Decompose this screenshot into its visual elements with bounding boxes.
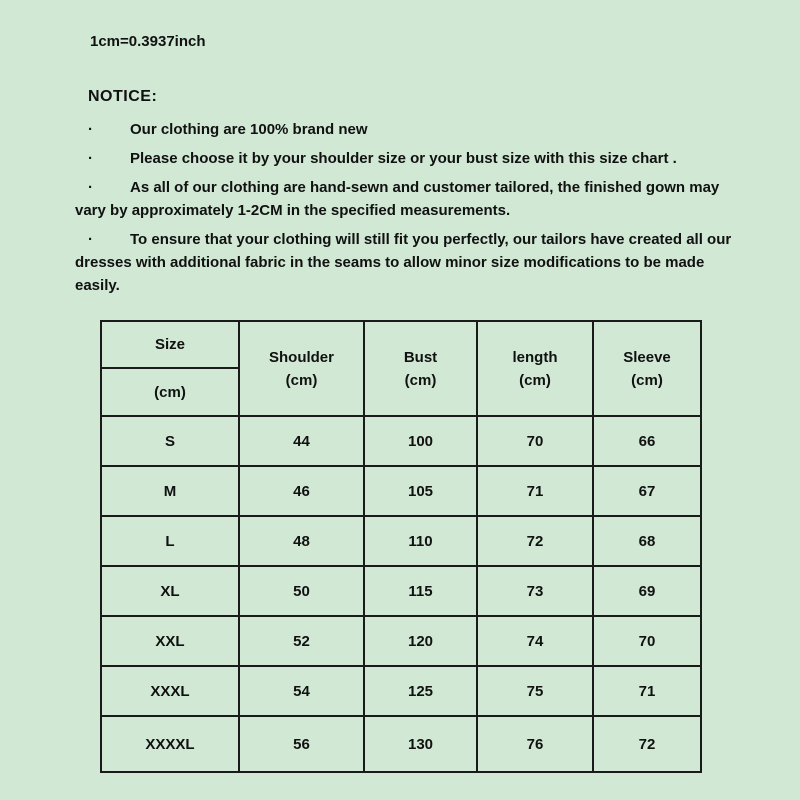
header-unit: (cm) <box>519 371 551 389</box>
cell-bust: 115 <box>364 566 477 616</box>
cell-shoulder: 52 <box>239 616 364 666</box>
cell-sleeve: 70 <box>593 616 701 666</box>
header-cell-sleeve <box>593 321 701 416</box>
cell-length: 72 <box>477 516 593 566</box>
cell-size: XXXXL <box>101 716 239 772</box>
cell-sleeve: 72 <box>593 716 701 772</box>
size-chart-page <box>0 33 800 773</box>
cell-sleeve: 71 <box>593 666 701 716</box>
header-label: Shoulder <box>268 348 334 366</box>
cell-length: 73 <box>477 566 593 616</box>
cell-sleeve: 69 <box>593 566 701 616</box>
table-row <box>101 616 701 666</box>
header-row-top <box>101 321 701 368</box>
header-unit: (cm) <box>285 371 318 389</box>
bullet-dot: · <box>88 179 93 196</box>
bullet-dot: · <box>88 231 93 248</box>
table-row <box>101 416 701 466</box>
size-chart-table <box>100 320 702 773</box>
notice-item <box>75 176 738 222</box>
notice-item-text: To ensure that your clothing will still fit you perfectly, our tailors have created all our dresses with additional fabric in the seams to allow minor size modifications to be made easily. <box>75 231 732 294</box>
unit-conversion-note: 1cm=0.3937inch <box>90 33 206 50</box>
table-row <box>101 566 701 616</box>
notice-item <box>75 228 738 297</box>
table-row <box>101 716 701 772</box>
notice-item <box>75 118 738 141</box>
header-cell-bust <box>364 321 477 416</box>
cell-size: XXXL <box>101 666 239 716</box>
cell-sleeve: 67 <box>593 466 701 516</box>
cell-bust: 125 <box>364 666 477 716</box>
notice-item-text: As all of our clothing are hand-sewn and customer tailored, the finished gown may vary by approximately 1-2CM in the specified measurements. <box>75 179 720 219</box>
header-cell-size: Size <box>101 321 239 368</box>
notice-title: NOTICE: <box>88 88 158 105</box>
notice-item-text: Our clothing are 100% brand new <box>130 121 368 138</box>
cell-length: 76 <box>477 716 593 772</box>
notice-item <box>75 147 738 170</box>
header-label: Bust <box>403 348 438 366</box>
cell-shoulder: 56 <box>239 716 364 772</box>
cell-shoulder: 44 <box>239 416 364 466</box>
cell-length: 75 <box>477 666 593 716</box>
header-label: length <box>512 348 558 366</box>
cell-bust: 100 <box>364 416 477 466</box>
header-cell-length <box>477 321 593 416</box>
cell-length: 70 <box>477 416 593 466</box>
notice-item-text: Please choose it by your shoulder size or your bust size with this size chart . <box>130 150 677 167</box>
header-unit: (cm) <box>404 371 437 389</box>
notice-list <box>75 118 738 297</box>
cell-shoulder: 54 <box>239 666 364 716</box>
cell-size: XXL <box>101 616 239 666</box>
header-unit: (cm) <box>631 371 663 389</box>
cell-bust: 110 <box>364 516 477 566</box>
cell-length: 74 <box>477 616 593 666</box>
header-cell-shoulder <box>239 321 364 416</box>
cell-bust: 105 <box>364 466 477 516</box>
table-row <box>101 666 701 716</box>
table-row <box>101 516 701 566</box>
cell-shoulder: 50 <box>239 566 364 616</box>
header-cell-size-unit: (cm) <box>101 368 239 416</box>
bullet-dot: · <box>88 150 93 167</box>
cell-size: XL <box>101 566 239 616</box>
table-row <box>101 466 701 516</box>
cell-shoulder: 48 <box>239 516 364 566</box>
cell-shoulder: 46 <box>239 466 364 516</box>
header-label: Sleeve <box>623 348 671 366</box>
cell-size: L <box>101 516 239 566</box>
bullet-dot: · <box>88 121 93 138</box>
cell-size: S <box>101 416 239 466</box>
cell-bust: 120 <box>364 616 477 666</box>
cell-bust: 130 <box>364 716 477 772</box>
cell-length: 71 <box>477 466 593 516</box>
cell-size: M <box>101 466 239 516</box>
cell-sleeve: 68 <box>593 516 701 566</box>
cell-sleeve: 66 <box>593 416 701 466</box>
